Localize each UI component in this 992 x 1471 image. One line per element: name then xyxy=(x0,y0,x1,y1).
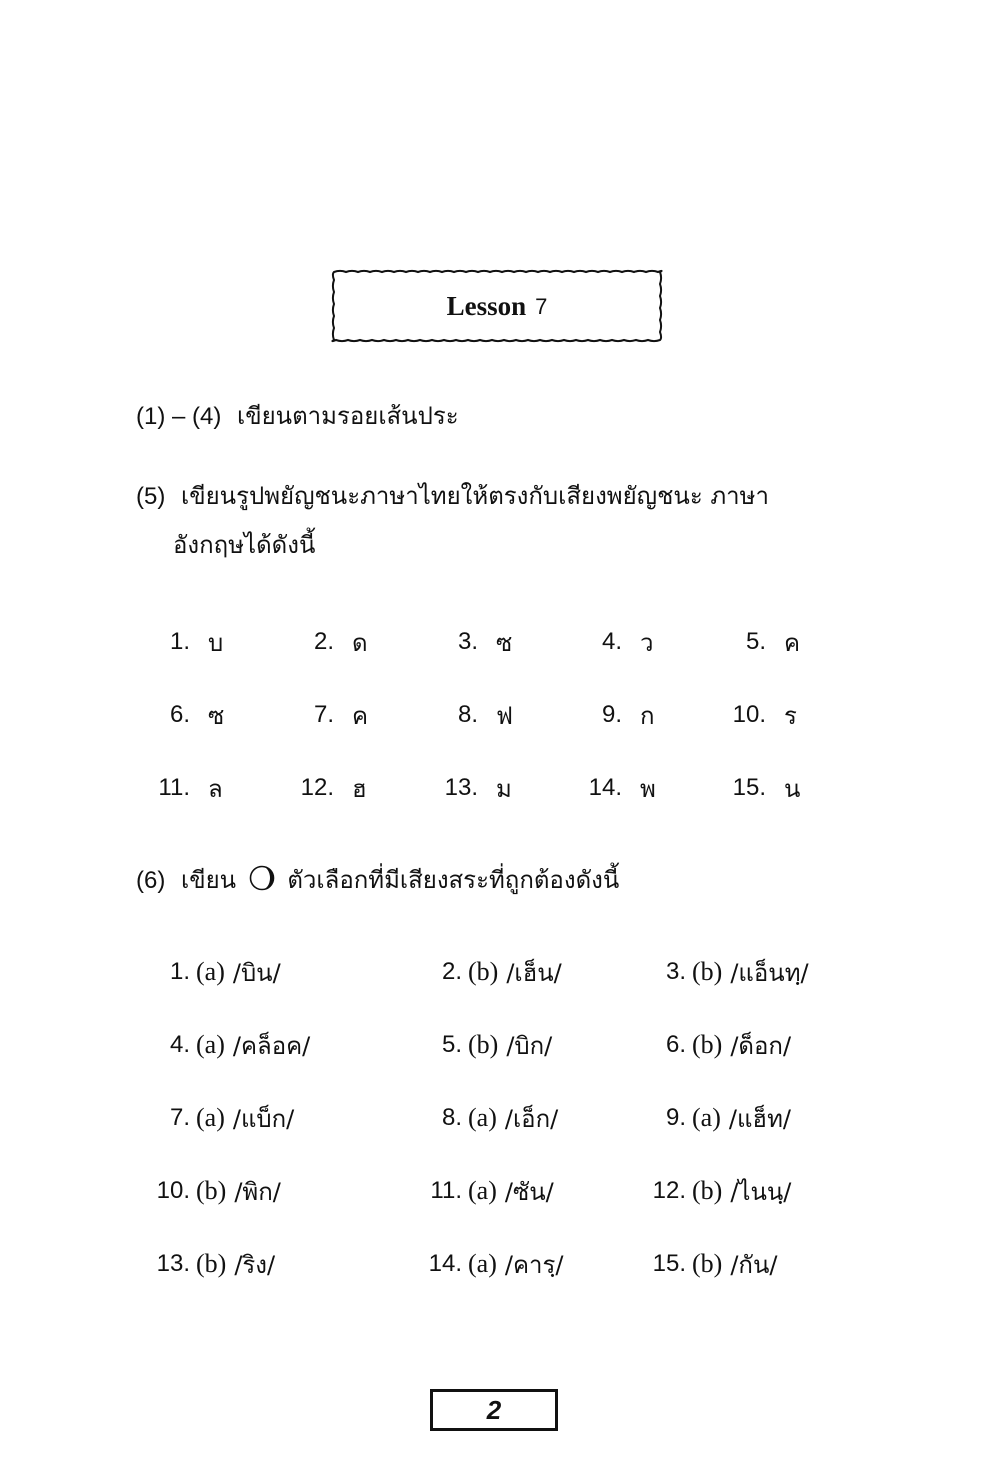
item-answer: ฮ xyxy=(352,774,367,803)
item-number: 8. xyxy=(457,701,478,728)
answer-row xyxy=(150,1021,870,1094)
item-number: 6. xyxy=(665,1031,686,1058)
item-answer: ค xyxy=(352,701,369,730)
item-number: 12. xyxy=(300,774,334,801)
item-answer: /ด็อก/ xyxy=(730,1031,792,1060)
item-number: 10. xyxy=(732,701,766,728)
item-option: (a) xyxy=(196,957,225,986)
answer-item xyxy=(646,1094,870,1142)
item-answer: ฟ xyxy=(496,701,513,730)
answer-item xyxy=(726,620,870,664)
item-option: (b) xyxy=(692,1030,723,1059)
consonant-answers-grid xyxy=(150,620,870,839)
answer-row xyxy=(150,1167,870,1240)
item-answer: ว xyxy=(640,628,654,657)
instruction-text-line2: อังกฤษได้ดังนี้ xyxy=(173,531,316,559)
answer-item xyxy=(150,1021,422,1069)
answer-item xyxy=(150,1094,422,1142)
vowel-answers-grid xyxy=(150,948,870,1313)
section-label: (1) – (4) xyxy=(136,403,222,430)
item-number: 11. xyxy=(430,1177,462,1204)
item-option: (b) xyxy=(196,1176,227,1205)
answer-item xyxy=(582,620,726,664)
answer-item xyxy=(422,1240,646,1288)
item-answer: /แอ็นทฺ/ xyxy=(730,958,809,987)
answer-item xyxy=(422,1021,646,1069)
item-answer: ซ xyxy=(208,701,225,730)
answer-item xyxy=(726,693,870,737)
answer-item xyxy=(646,948,870,996)
answer-item xyxy=(150,1167,422,1215)
item-answer: /บิก/ xyxy=(506,1031,553,1060)
item-number: 3. xyxy=(457,628,478,655)
answer-item xyxy=(150,1240,422,1288)
item-answer: /กัน/ xyxy=(730,1250,778,1279)
answer-item xyxy=(582,766,726,810)
item-number: 6. xyxy=(169,701,190,728)
item-answer: ก xyxy=(640,701,655,730)
item-option: (a) xyxy=(692,1103,721,1132)
lesson-label: Lesson xyxy=(446,290,527,321)
item-answer: /ไนนฺ/ xyxy=(730,1177,792,1206)
item-number: 1. xyxy=(169,958,190,985)
answer-item xyxy=(438,693,582,737)
instruction-6 xyxy=(136,856,619,905)
item-answer: ซ xyxy=(496,628,513,657)
item-number: 13. xyxy=(156,1250,190,1277)
answer-item xyxy=(422,1167,646,1215)
answer-item xyxy=(422,948,646,996)
instruction-text: เขียนตามรอยเส้นประ xyxy=(237,402,459,430)
answer-item xyxy=(422,1094,646,1142)
item-number: 11. xyxy=(158,774,190,801)
item-number: 14. xyxy=(588,774,622,801)
item-option: (b) xyxy=(692,957,723,986)
answer-item xyxy=(294,693,438,737)
page-number xyxy=(430,1389,558,1431)
item-number: 10. xyxy=(156,1177,190,1204)
item-number: 15. xyxy=(652,1250,686,1277)
item-answer: /เอ็ก/ xyxy=(504,1104,559,1133)
page-number-text: 2 xyxy=(486,1394,502,1425)
item-answer: /บิน/ xyxy=(232,958,281,987)
item-answer: /ริง/ xyxy=(234,1250,276,1279)
answer-row xyxy=(150,693,870,766)
item-answer: /คล็อค/ xyxy=(232,1031,311,1060)
item-number: 8. xyxy=(441,1104,462,1131)
item-number: 5. xyxy=(441,1031,462,1058)
item-answer: ล xyxy=(208,774,223,803)
section-label: (6) xyxy=(136,867,166,894)
item-number: 9. xyxy=(665,1104,686,1131)
item-number: 4. xyxy=(169,1031,190,1058)
item-answer: ร xyxy=(784,701,797,730)
item-option: (b) xyxy=(196,1249,227,1278)
item-number: 14. xyxy=(428,1250,462,1277)
answer-row xyxy=(150,1240,870,1313)
item-answer: พ xyxy=(640,774,656,803)
answer-item xyxy=(294,620,438,664)
item-answer: /ซัน/ xyxy=(504,1177,554,1206)
item-option: (a) xyxy=(468,1176,497,1205)
answer-item xyxy=(646,1240,870,1288)
item-answer: น xyxy=(784,774,801,803)
item-number: 2. xyxy=(313,628,334,655)
item-number: 9. xyxy=(601,701,622,728)
answer-item xyxy=(150,948,422,996)
item-answer: /คารฺ/ xyxy=(504,1250,564,1279)
item-answer: /แบ็ก/ xyxy=(232,1104,295,1133)
answer-row xyxy=(150,948,870,1021)
item-number: 12. xyxy=(652,1177,686,1204)
lesson-number: 7 xyxy=(535,294,548,319)
instruction-1-4 xyxy=(136,392,459,441)
instruction-5 xyxy=(136,472,876,569)
answer-row xyxy=(150,766,870,839)
item-number: 4. xyxy=(601,628,622,655)
item-option: (a) xyxy=(196,1103,225,1132)
item-number: 3. xyxy=(665,958,686,985)
item-number: 7. xyxy=(313,701,334,728)
item-answer: /แฮ็ท/ xyxy=(728,1104,791,1133)
item-answer: ม xyxy=(496,774,512,803)
item-answer: /เฮ็น/ xyxy=(506,958,562,987)
item-option: (a) xyxy=(468,1249,497,1278)
answer-item xyxy=(150,693,294,737)
circle-icon xyxy=(248,864,276,892)
instruction-text-before: เขียน xyxy=(180,866,237,894)
item-option: (b) xyxy=(692,1176,723,1205)
item-option: (a) xyxy=(196,1030,225,1059)
item-option: (b) xyxy=(692,1249,723,1278)
answer-item xyxy=(646,1021,870,1069)
answer-item xyxy=(646,1167,870,1215)
item-option: (b) xyxy=(468,957,499,986)
answer-item xyxy=(150,620,294,664)
instruction-text-line1: เขียนรูปพยัญชนะภาษาไทยให้ตรงกับเสียงพยัญชนะ ภาษา xyxy=(180,482,769,510)
item-number: 1. xyxy=(169,628,190,655)
item-answer: ด xyxy=(352,628,368,657)
item-option: (a) xyxy=(468,1103,497,1132)
answer-row xyxy=(150,1094,870,1167)
item-answer: บ xyxy=(208,628,224,657)
answer-row xyxy=(150,620,870,693)
item-answer: /พิก/ xyxy=(234,1177,281,1206)
section-label: (5) xyxy=(136,483,166,510)
answer-item xyxy=(150,766,294,810)
lesson-title-box xyxy=(330,268,664,344)
answer-item xyxy=(294,766,438,810)
answer-item xyxy=(582,693,726,737)
answer-item xyxy=(438,766,582,810)
answer-item xyxy=(726,766,870,810)
item-number: 2. xyxy=(441,958,462,985)
item-number: 5. xyxy=(745,628,766,655)
lesson-title xyxy=(330,268,664,344)
item-number: 15. xyxy=(732,774,766,801)
item-answer: ค xyxy=(784,628,801,657)
item-option: (b) xyxy=(468,1030,499,1059)
item-number: 7. xyxy=(169,1104,190,1131)
instruction-text-after: ตัวเลือกที่มีเสียงสระที่ถูกต้องดังนี้ xyxy=(287,866,620,894)
answer-item xyxy=(438,620,582,664)
item-number: 13. xyxy=(444,774,478,801)
